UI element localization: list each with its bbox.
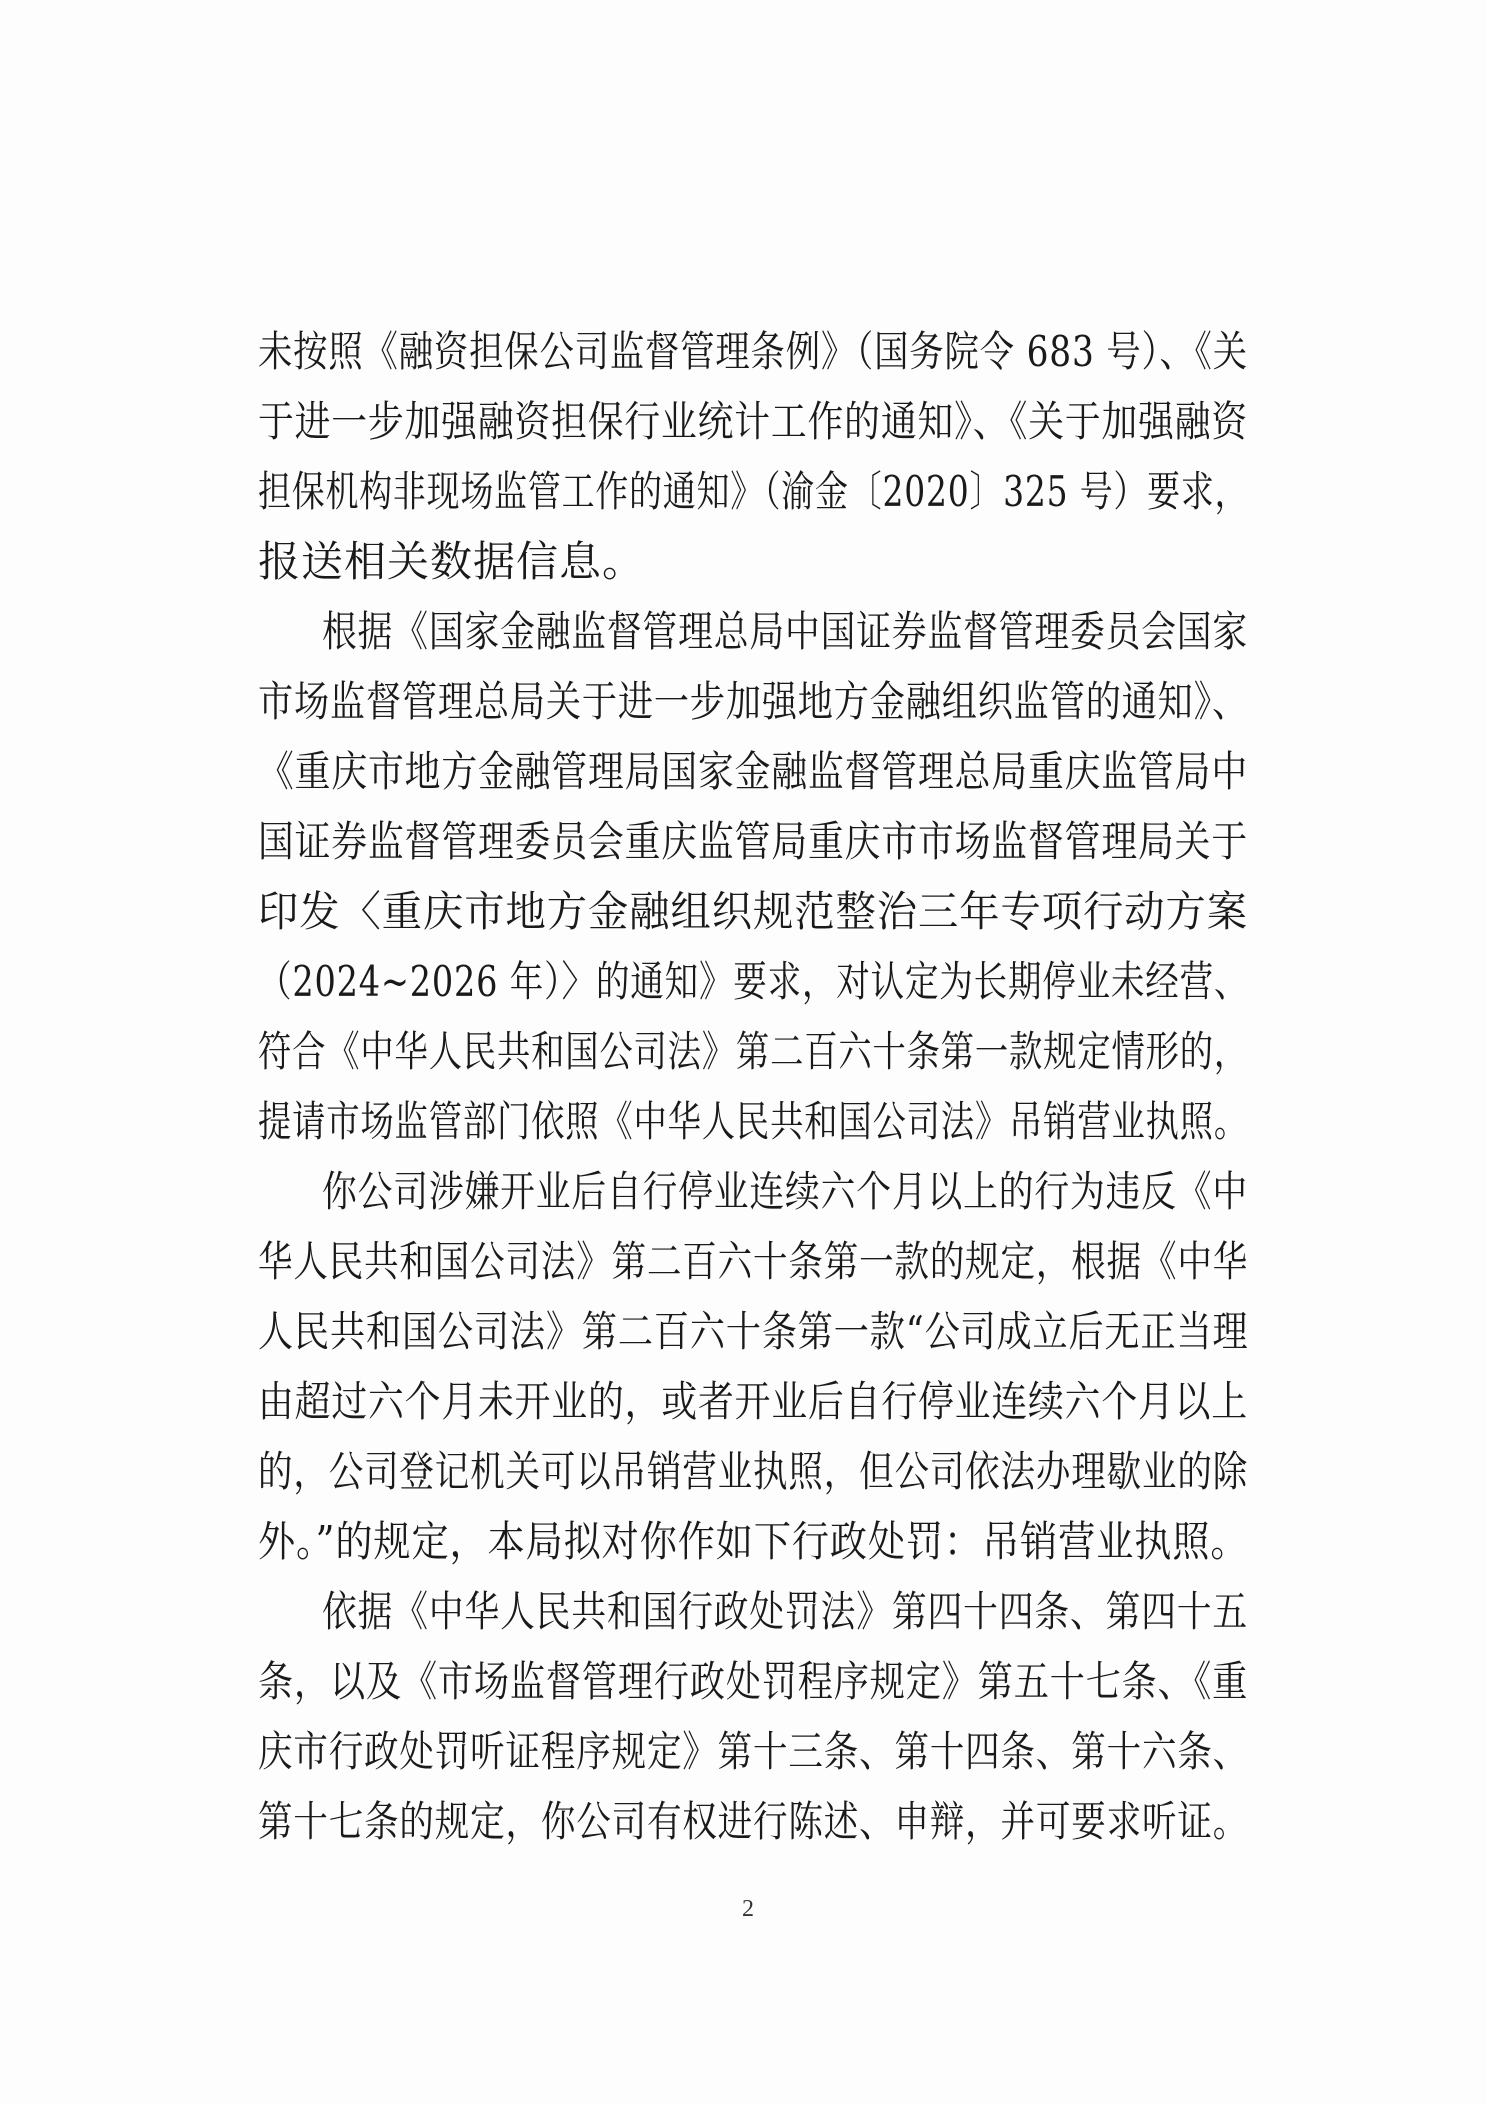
text-line: 第十七条的规定，你公司有权进行陈述、申辩，并可要求听证。: [258, 1797, 1249, 1846]
text-line: 根据《国家金融监督管理总局中国证券监督管理委员会国家: [322, 607, 1249, 656]
text-line: 印发〈重庆市地方金融组织规范整治三年专项行动方案: [258, 887, 1249, 936]
text-line: 于进一步加强融资担保行业统计工作的通知》、《关于加强融资: [258, 397, 1249, 446]
text-line: 庆市行政处罚听证程序规定》第十三条、第十四条、第十六条、: [258, 1727, 1249, 1776]
text-line: 符合《中华人民共和国公司法》第二百六十条第一款规定情形的，: [258, 1027, 1249, 1076]
text-line: 外。”的规定，本局拟对你作如下行政处罚：吊销营业执照。: [258, 1517, 1249, 1566]
text-line: 华人民共和国公司法》第二百六十条第一款的规定，根据《中华: [258, 1237, 1249, 1286]
text-line: 提请市场监管部门依照《中华人民共和国公司法》吊销营业执照。: [258, 1097, 1249, 1146]
text-line: 你公司涉嫌开业后自行停业连续六个月以上的行为违反《中: [322, 1167, 1249, 1216]
text-line: 由超过六个月未开业的，或者开业后自行停业连续六个月以上: [258, 1377, 1248, 1426]
text-line: 条，以及《市场监督管理行政处罚程序规定》第五十七条、《重: [258, 1657, 1249, 1706]
text-line: 未按照《融资担保公司监督管理条例》（国务院令 683 号）、《关: [258, 327, 1248, 376]
page-number: 2: [742, 1896, 754, 1922]
text-line: 担保机构非现场监管工作的通知》（渝金〔2020〕325 号）要求，: [258, 467, 1249, 516]
text-line: 《重庆市地方金融管理局国家金融监督管理总局重庆监管局中: [258, 747, 1248, 796]
text-line: 的，公司登记机关可以吊销营业执照，但公司依法办理歇业的除: [258, 1447, 1249, 1496]
text-line: 人民共和国公司法》第二百六十条第一款“公司成立后无正当理: [258, 1307, 1249, 1356]
text-line: 报送相关数据信息。: [258, 537, 646, 586]
text-line: 市场监督管理总局关于进一步加强地方金融组织监管的通知》、: [258, 677, 1249, 726]
text-line: （2024~2026 年）〉的通知》要求，对认定为长期停业未经营、: [258, 957, 1249, 1006]
text-line: 依据《中华人民共和国行政处罚法》第四十四条、第四十五: [322, 1587, 1249, 1636]
text-line: 国证券监督管理委员会重庆监管局重庆市市场监督管理局关于: [258, 817, 1248, 866]
